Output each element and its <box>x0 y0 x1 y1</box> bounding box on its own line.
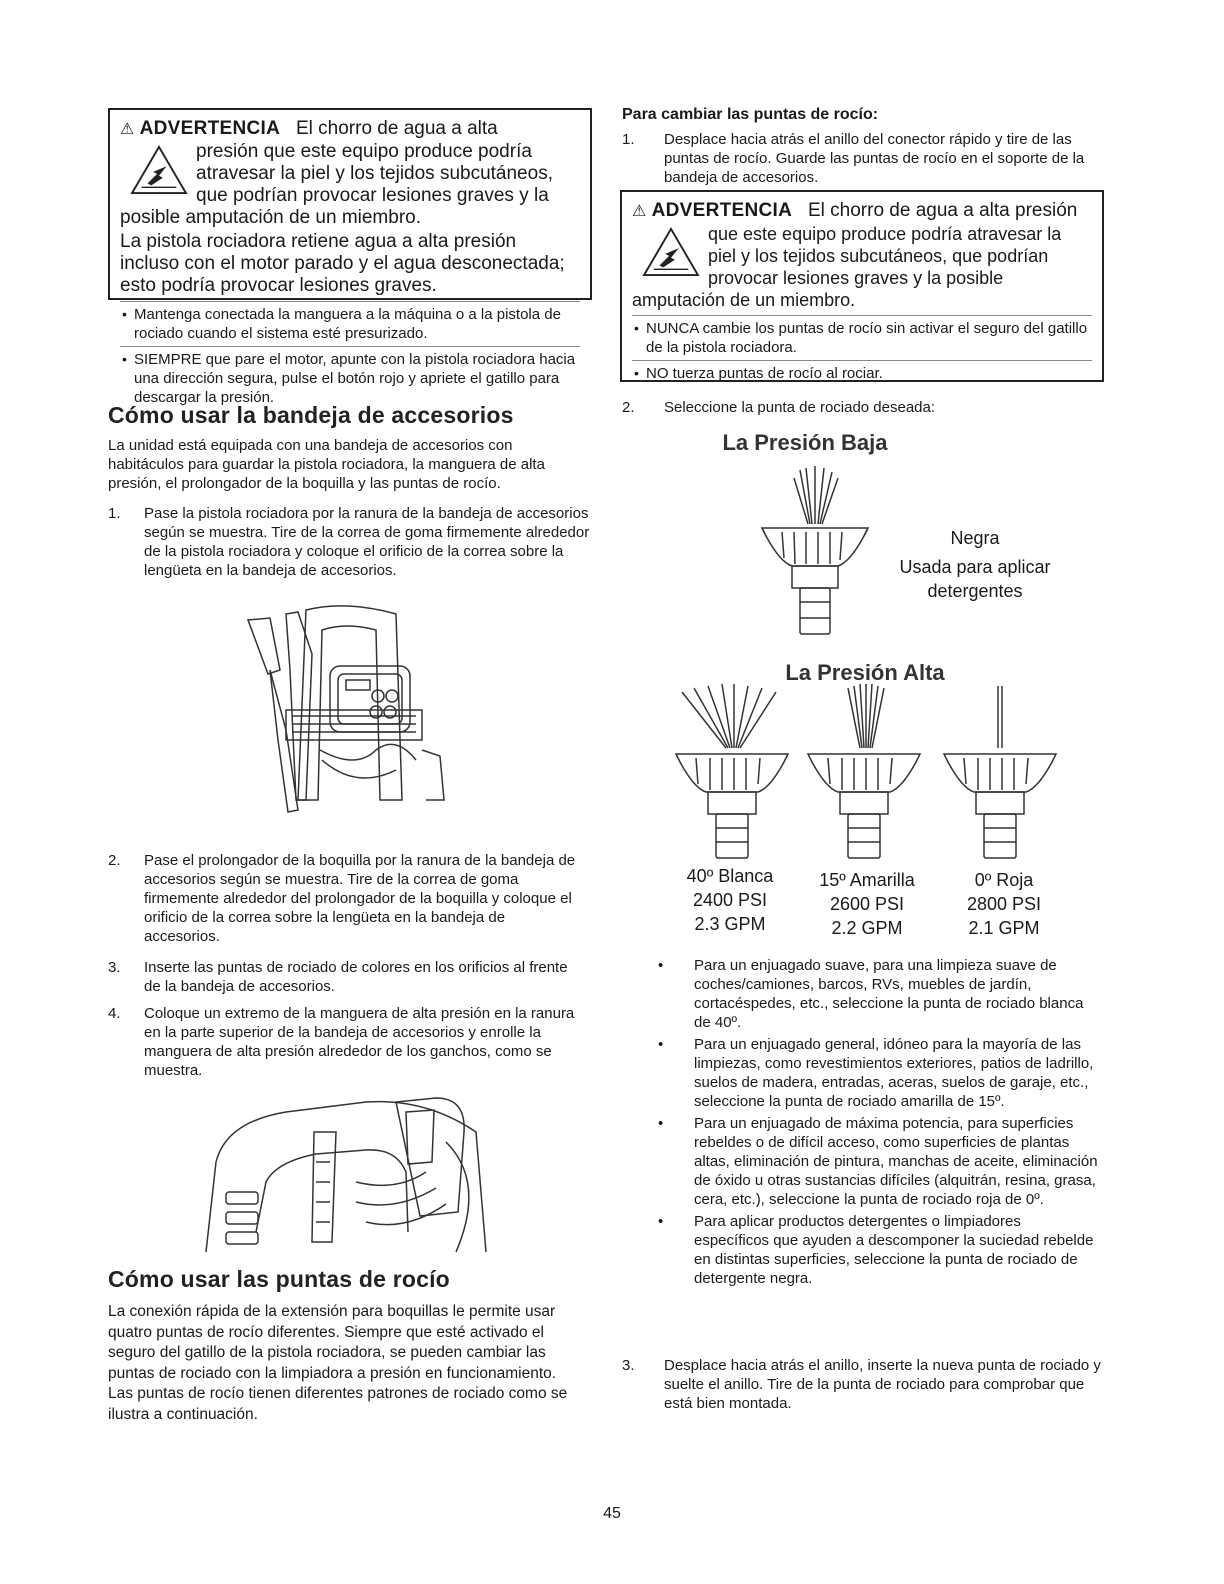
hazard-triangle-icon <box>130 145 188 195</box>
warning-2-bullet: • NUNCA cambie los puntas de rocío sin activar el seguro del gatillo de la pistola rociadora. <box>632 315 1092 360</box>
warning-1-list <box>120 301 580 410</box>
tip-gpm: 2.1 GPM <box>968 918 1040 938</box>
step-text: Desplace hacia atrás el anillo, inserte la nueva punta de rociado y suelte el anillo. Tire de la punta de rociado para comprobar que está bien montada. <box>664 1357 1101 1412</box>
warning-2-list <box>632 315 1092 386</box>
warning-1-header <box>120 118 580 141</box>
step-number: 3. <box>622 1357 635 1374</box>
tip-gpm: 2.2 GPM <box>831 918 903 938</box>
tip-usage-bullet: • Para un enjuagado general, idóneo para la mayoría de las limpiezas, como revestimientos exteriores, patios de ladrillo, suelos de madera, entradas, aceras, suelos de garaje, etc., seleccione la punta de rociado amarilla de 15º. <box>648 1035 1100 1111</box>
step-text: Inserte las puntas de rociado de colores en los orificios al frente de la bandeja de accesorios. <box>144 959 568 995</box>
step-text: Coloque un extremo de la manguera de alta presión en la ranura en la parte superior de la bandeja de accesorios y enrolle la manguera de alta presión alrededor de los ganchos, como se muestra. <box>144 1005 575 1079</box>
warning-1-body-2: La pistola rociadora retiene agua a alta presión incluso con el motor parado y el agua desconectada; esto podría provocar lesiones graves. <box>120 231 565 296</box>
warning-1-body: presión que este equipo produce podría atravesar la piel y los tejidos subcutáneos, que podrían provocar lesiones graves y la posible amputación de un miembro. <box>120 141 553 228</box>
black-tip-use: Usada para aplicar detergentes <box>899 557 1051 601</box>
step-item <box>622 398 1106 417</box>
step-number: 1. <box>622 131 635 148</box>
step-number: 1. <box>108 505 121 522</box>
hazard-triangle-icon <box>642 227 700 277</box>
step-text: Desplace hacia atrás el anillo del conector rápido y tire de las puntas de rocío. Guarde las puntas de rocío en el soporte de la bandeja de accesorios. <box>664 131 1085 186</box>
tip-usage-bullet: • Para un enjuagado de máxima potencia, para superficies rebeldes o de difícil acceso, como superficies de plantas altas, eliminación de pintura, manchas de aceite, eliminación de óxido u otras sustancias difíciles (alquitrán, resina, grasa, cera, etc.), seleccione la punta de rociado roja de 0º. <box>648 1114 1100 1209</box>
hose-wrap-illustration <box>196 1092 496 1262</box>
step-item <box>622 130 1106 187</box>
warning-2-header <box>632 200 1092 223</box>
tip-spec-white <box>660 864 800 936</box>
step-number: 2. <box>108 852 121 869</box>
tip-spec-red <box>934 868 1074 940</box>
tip-psi: 2800 PSI <box>966 894 1042 914</box>
warning-2-label: ADVERTENCIA <box>651 200 793 221</box>
step-item <box>108 851 578 946</box>
step-number: 4. <box>108 1005 121 1022</box>
tip-usage-bullet: • Para un enjuagado suave, para una limpieza suave de coches/camiones, barcos, RVs, muebles de jardín, cortacéspedes, etc., seleccione la punta de rociado blanca de 40º. <box>648 956 1100 1032</box>
warning-1-bullet: • Mantenga conectada la manguera a la máquina o a la pistola de rociado cuando el sistema esté presurizado. <box>120 301 580 346</box>
change-tips-heading: Para cambiar las puntas de rocío: <box>622 106 879 123</box>
step-text: Pase la pistola rociadora por la ranura de la bandeja de accesorios según se muestra. Tire de la correa de goma firmemente alrededor de la pistola rociadora y coloque el orificio de la correa sobre la lengüeta en la bandeja de accesorios. <box>144 505 590 579</box>
tip-psi: 2600 PSI <box>829 894 905 914</box>
warning-2-bullet: • NO tuerza puntas de rocío al rociar. <box>632 360 1092 386</box>
page-number: 45 <box>603 1505 621 1522</box>
step-text: Seleccione la punta de rociado deseada: <box>664 399 936 416</box>
warning-2-head-text: El chorro de agua a alta presión <box>808 200 1078 221</box>
tip-usage-bullet: • Para aplicar productos detergentes o limpiadores específicos que ayuden a descomponer la suciedad rebelde en distintas superficies, seleccione la punta de rociado de detergente negra. <box>648 1212 1100 1288</box>
tip-spec-yellow <box>794 868 940 940</box>
tip-usage-list <box>648 956 1100 1291</box>
section-intro-accessory-tray: La unidad está equipada con una bandeja de accesorios con habitáculos para guardar la pistola rociadora, la manguera de alta presión, el prolongador de la boquilla y las puntas de rocío. <box>108 437 545 492</box>
step-number: 2. <box>622 399 635 416</box>
section-title-spray-tips: Cómo usar las puntas de rocío <box>108 1266 450 1292</box>
step-item <box>622 1356 1106 1413</box>
warning-1-bullet: • SIEMPRE que pare el motor, apunte con la pistola rociadora hacia una dirección segura, pulse el botón rojo y apriete el gatillo para descargar la presión. <box>120 346 580 410</box>
step-text: Pase el prolongador de la boquilla por la ranura de la bandeja de accesorios según se muestra. Tire de la correa de goma firmemente alrededor del prolongador de la boquilla y coloque el orificio de la correa sobre la lengüeta en la bandeja de accesorios. <box>144 852 576 945</box>
low-pressure-title: La Presión Baja <box>722 430 888 455</box>
step-item <box>108 1004 578 1080</box>
red-0-nozzle-icon <box>940 684 1060 864</box>
tip-psi: 2400 PSI <box>692 890 768 910</box>
step-item <box>108 958 578 996</box>
tip-angle: 40º Blanca <box>686 866 774 886</box>
tip-gpm: 2.3 GPM <box>694 914 766 934</box>
warning-2-body: que este equipo produce podría atravesar la piel y los tejidos subcutáneos, que podrían provocar lesiones graves y la posible amputación de un miembro. <box>632 224 1062 310</box>
step-number: 3. <box>108 959 121 976</box>
warning-box-1 <box>108 108 592 406</box>
tip-angle: 0º Roja <box>974 870 1034 890</box>
warning-small-icon: ⚠ <box>120 121 135 138</box>
black-nozzle-icon <box>760 466 870 646</box>
warning-1-head-text: El chorro de agua a alta <box>296 118 498 139</box>
warning-1-label: ADVERTENCIA <box>139 118 281 139</box>
warning-box-2 <box>620 190 1104 382</box>
accessory-tray-illustration <box>226 600 466 840</box>
white-40-nozzle-icon <box>672 684 792 864</box>
section-title-accessory-tray: Cómo usar la bandeja de accesorios <box>108 402 514 428</box>
tip-angle: 15º Amarilla <box>819 870 915 890</box>
warning-small-icon: ⚠ <box>632 203 647 220</box>
yellow-15-nozzle-icon <box>804 684 924 864</box>
high-pressure-title: La Presión Alta <box>785 660 945 685</box>
black-tip-color: Negra <box>950 528 1000 548</box>
step-item <box>108 504 592 580</box>
section-intro-spray-tips: La conexión rápida de la extensión para boquillas le permite usar quatro puntas de rocío diferentes. Siempre que esté activado el seguro del gatillo de la pistola rociadora, se pueden cambiar las puntas de rociado con la limpiadora a presión en funcionamiento. Las puntas de rocío tienen diferentes patrones de rociado como se ilustra a continuación. <box>108 1303 568 1423</box>
